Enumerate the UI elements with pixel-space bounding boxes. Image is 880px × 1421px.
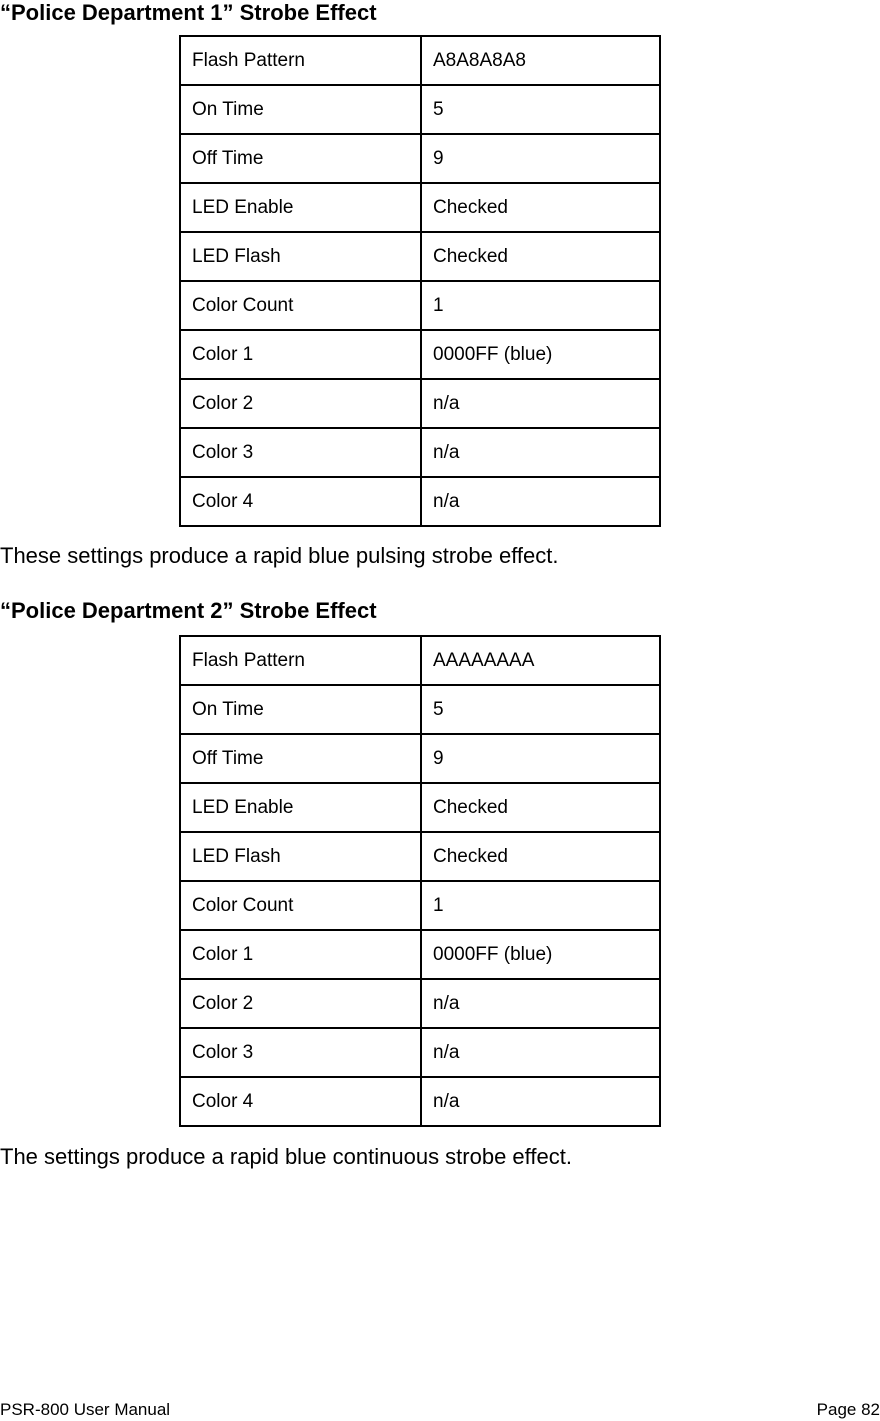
setting-label: Color 3	[180, 1028, 421, 1077]
setting-label: Color Count	[180, 881, 421, 930]
setting-value: 0000FF (blue)	[421, 930, 660, 979]
setting-label: LED Flash	[180, 232, 421, 281]
section2-settings-table	[179, 635, 661, 1127]
table-row	[180, 281, 660, 330]
setting-label: LED Enable	[180, 783, 421, 832]
setting-value: Checked	[421, 232, 660, 281]
setting-label: Flash Pattern	[180, 636, 421, 685]
setting-label: On Time	[180, 685, 421, 734]
setting-value: AAAAAAAA	[421, 636, 660, 685]
table-row	[180, 1077, 660, 1126]
setting-label: Off Time	[180, 134, 421, 183]
table-row	[180, 330, 660, 379]
table-row	[180, 783, 660, 832]
table-row	[180, 232, 660, 281]
setting-value: 1	[421, 881, 660, 930]
setting-value: n/a	[421, 379, 660, 428]
setting-value: 9	[421, 734, 660, 783]
setting-value: Checked	[421, 832, 660, 881]
setting-label: Color 4	[180, 1077, 421, 1126]
section1-settings-table	[179, 35, 661, 527]
setting-value: 1	[421, 281, 660, 330]
section1-heading: “Police Department 1” Strobe Effect	[0, 0, 377, 25]
section2-heading: “Police Department 2” Strobe Effect	[0, 598, 377, 623]
table-row	[180, 379, 660, 428]
setting-value: Checked	[421, 183, 660, 232]
setting-value: n/a	[421, 477, 660, 526]
table-row	[180, 734, 660, 783]
setting-label: Color 3	[180, 428, 421, 477]
setting-value: 0000FF (blue)	[421, 330, 660, 379]
section2-caption: The settings produce a rapid blue continuous strobe effect.	[0, 1144, 572, 1169]
setting-value: n/a	[421, 979, 660, 1028]
table-row	[180, 428, 660, 477]
table-row	[180, 85, 660, 134]
setting-value: n/a	[421, 1077, 660, 1126]
setting-value: 5	[421, 685, 660, 734]
footer-page-number: Page 82	[816, 1400, 880, 1419]
setting-value: n/a	[421, 1028, 660, 1077]
setting-value: A8A8A8A8	[421, 36, 660, 85]
setting-label: Off Time	[180, 734, 421, 783]
setting-value: n/a	[421, 428, 660, 477]
setting-label: LED Enable	[180, 183, 421, 232]
footer-manual-title: PSR-800 User Manual	[0, 1400, 171, 1419]
table-row	[180, 685, 660, 734]
setting-value: 5	[421, 85, 660, 134]
setting-label: LED Flash	[180, 832, 421, 881]
table-row	[180, 881, 660, 930]
table-row	[180, 930, 660, 979]
table-row	[180, 979, 660, 1028]
section1-caption: These settings produce a rapid blue pulsing strobe effect.	[0, 543, 559, 568]
table-row	[180, 134, 660, 183]
setting-value: 9	[421, 134, 660, 183]
setting-value: Checked	[421, 783, 660, 832]
table-row	[180, 183, 660, 232]
setting-label: Color 2	[180, 379, 421, 428]
setting-label: Color 1	[180, 930, 421, 979]
setting-label: Color 4	[180, 477, 421, 526]
table-row	[180, 636, 660, 685]
table-row	[180, 477, 660, 526]
setting-label: Color 2	[180, 979, 421, 1028]
setting-label: Color 1	[180, 330, 421, 379]
setting-label: Color Count	[180, 281, 421, 330]
table-row	[180, 36, 660, 85]
setting-label: Flash Pattern	[180, 36, 421, 85]
setting-label: On Time	[180, 85, 421, 134]
table-row	[180, 832, 660, 881]
table-row	[180, 1028, 660, 1077]
